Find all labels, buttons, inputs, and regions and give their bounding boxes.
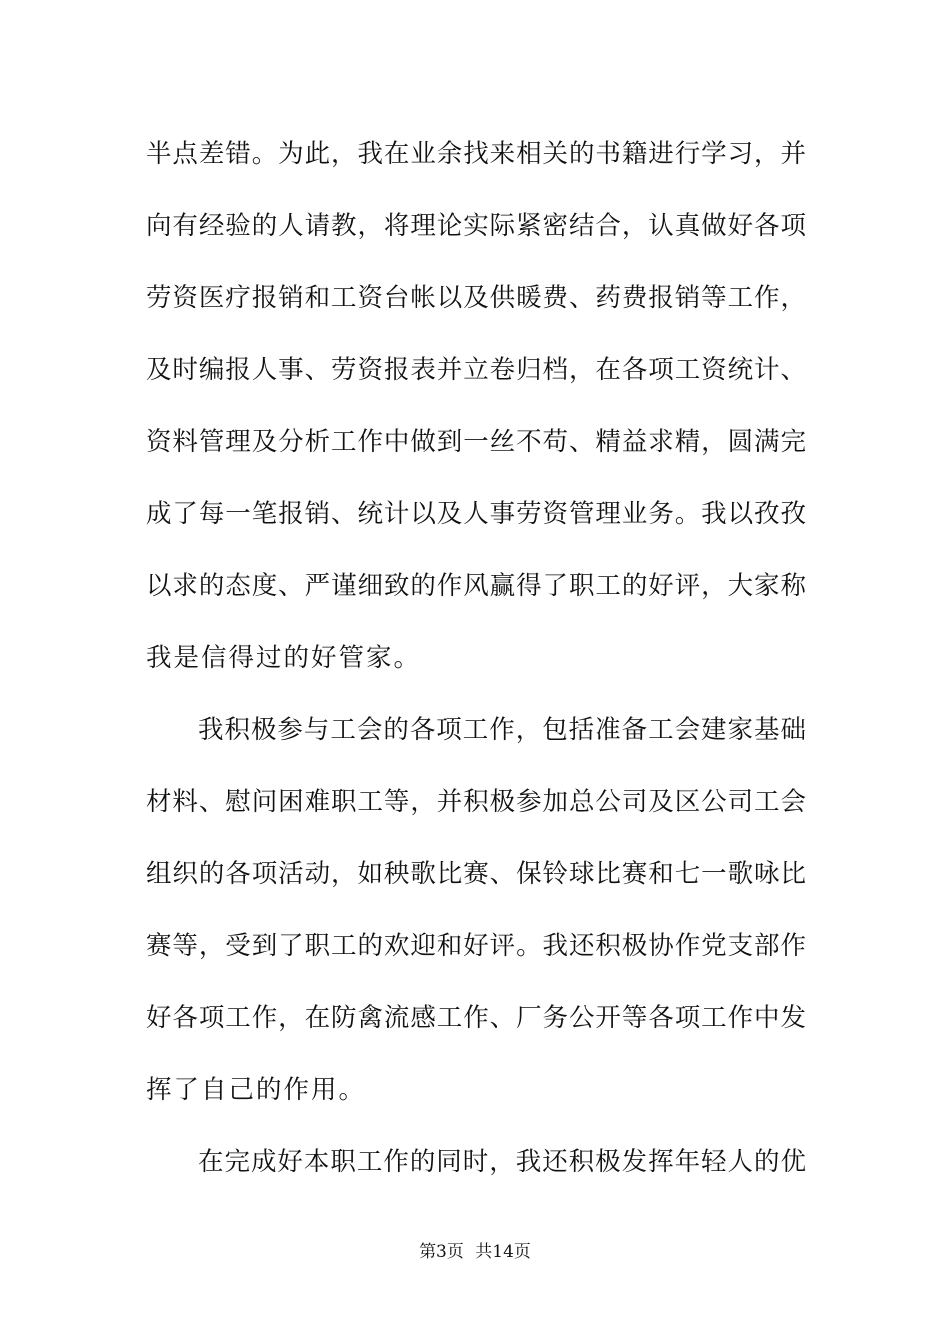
text-line: 资料管理及分析工作中做到一丝不苟、精益求精，圆满完 <box>146 427 806 457</box>
text-line: 赛等，受到了职工的欢迎和好评。我还积极协作党支部作 <box>146 931 806 961</box>
text-line: 半点差错。为此，我在业余找来相关的书籍进行学习，并 <box>146 139 806 169</box>
text-line: 组织的各项活动，如秧歌比赛、保铃球比赛和七一歌咏比 <box>146 859 806 889</box>
text-line: 向有经验的人请教，将理论实际紧密结合，认真做好各项 <box>146 211 806 241</box>
page-number: 第3页 <box>419 1242 464 1262</box>
paragraph-first-line: 我积极参与工会的各项工作，包括准备工会建家基础 <box>198 715 806 745</box>
paragraph-first-line: 在完成好本职工作的同时，我还积极发挥年轻人的优 <box>198 1147 806 1177</box>
text-line: 劳资医疗报销和工资台帐以及供暖费、药费报销等工作， <box>146 283 806 313</box>
page-total: 共14页 <box>475 1242 531 1262</box>
text-line: 以求的态度、严谨细致的作风赢得了职工的好评，大家称 <box>146 571 806 601</box>
text-line: 及时编报人事、劳资报表并立卷归档，在各项工资统计、 <box>146 355 806 385</box>
page-footer <box>0 1240 950 1264</box>
text-line: 我是信得过的好管家。 <box>146 643 422 673</box>
text-line: 好各项工作，在防禽流感工作、厂务公开等各项工作中发 <box>146 1003 806 1033</box>
text-line: 挥了自己的作用。 <box>146 1075 367 1105</box>
text-line: 成了每一笔报销、统计以及人事劳资管理业务。我以孜孜 <box>146 499 806 529</box>
text-line: 材料、慰问困难职工等，并积极参加总公司及区公司工会 <box>146 787 806 817</box>
